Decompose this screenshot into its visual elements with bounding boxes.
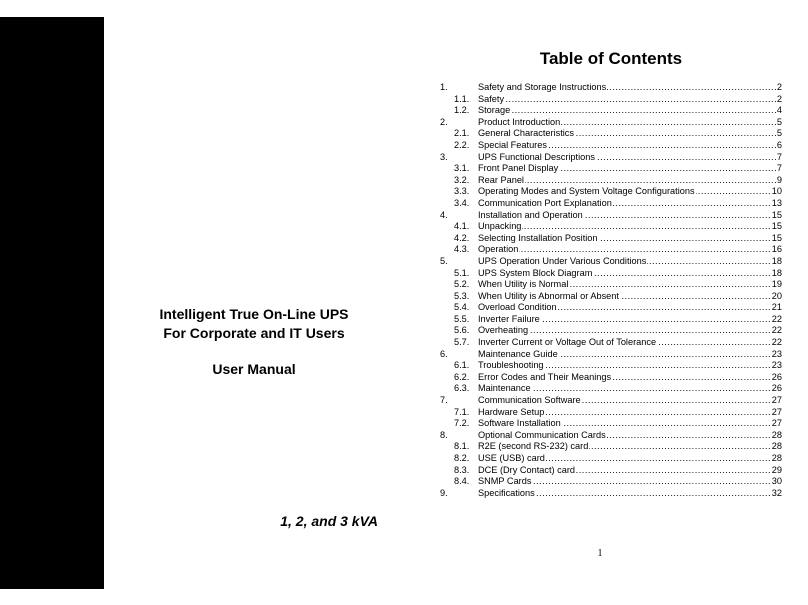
toc-entry[interactable] <box>440 407 782 419</box>
toc-entry-title-text: Communication Software <box>478 395 581 406</box>
toc-entry-title <box>478 407 771 419</box>
toc-entry-title <box>478 244 771 256</box>
toc-entry-title-text: Selecting Installation Position <box>478 232 598 243</box>
toc-entry-title-text: When Utility is Abnormal or Absent <box>478 290 619 301</box>
toc-entry[interactable] <box>440 186 782 198</box>
toc-entry-title-text: Product Introduction <box>478 116 561 127</box>
toc-entry-number: 5.5. <box>454 313 470 324</box>
toc-entry-title <box>478 186 771 198</box>
toc-entry-title <box>478 233 771 245</box>
toc-entry[interactable] <box>440 302 782 314</box>
toc-entry-title-text: Overload Condition <box>478 302 557 313</box>
toc-entry-number: 5.3. <box>454 290 470 301</box>
toc-entry-title-text: Storage <box>478 105 511 116</box>
kva-rating-label: 1, 2, and 3 kVA <box>280 513 378 529</box>
toc-entry-title-text: When Utility is Normal <box>478 279 569 290</box>
toc-entry-title <box>478 488 771 500</box>
toc-entry[interactable] <box>440 105 782 117</box>
toc-entry-title-text: SNMP Cards <box>478 476 532 487</box>
toc-entry[interactable] <box>440 291 782 303</box>
toc-entry-title <box>478 210 771 222</box>
toc-entry[interactable] <box>440 175 782 187</box>
toc-entry-title-text: Error Codes and Their Meanings <box>478 371 612 382</box>
toc-entry-number: 6. <box>440 348 448 359</box>
toc-entry-title-text: USE (USB) card <box>478 453 545 463</box>
toc-entry-number: 1.1. <box>454 93 470 104</box>
toc-entry-title <box>478 268 771 280</box>
toc-entry-title-text: Hardware Setup <box>478 406 545 417</box>
toc-entry[interactable] <box>440 163 782 175</box>
toc-entry-page: 32 <box>771 487 782 498</box>
toc-entry-title <box>478 302 771 314</box>
toc-entry-number: 8.2. <box>454 453 470 463</box>
toc-entry-title <box>478 349 771 361</box>
toc-entry-title <box>478 476 771 488</box>
toc-entry-page: 27 <box>771 406 782 417</box>
toc-entry-title <box>478 383 771 395</box>
toc-entry-page: 18 <box>771 255 782 266</box>
toc-entry-title <box>478 105 776 117</box>
manual-title <box>120 305 388 343</box>
toc-entry[interactable] <box>440 488 782 500</box>
toc-entry-title <box>478 140 776 152</box>
toc-entry-page: 30 <box>771 476 782 487</box>
toc-entry-number: 5.2. <box>454 279 470 290</box>
toc-entry-title-text: Rear Panel <box>478 174 524 185</box>
toc-entry-title <box>478 453 771 465</box>
toc-entry-number: 2.2. <box>454 139 470 150</box>
toc-entry[interactable] <box>440 256 782 268</box>
toc-entry-number: 3. <box>440 151 448 162</box>
toc-entry-title-text: Maintenance Guide <box>478 348 558 359</box>
toc-entry-number: 7.1. <box>454 406 470 417</box>
toc-entry-title-text: General Characteristics <box>478 128 574 139</box>
toc-entry-page: 7 <box>776 151 782 162</box>
toc-entry-number: 9. <box>440 487 448 498</box>
toc-entry-page: 28 <box>771 453 782 463</box>
toc-entry-title <box>478 128 776 140</box>
toc-entry-title <box>478 418 771 430</box>
toc-entry-page: 7 <box>776 163 782 174</box>
toc-entry-title <box>478 325 771 337</box>
toc-entry-page: 18 <box>771 267 782 278</box>
toc-entry-title <box>478 175 776 187</box>
toc-entry-number: 4.1. <box>454 221 470 232</box>
toc-entry-title-text: Inverter Failure <box>478 313 540 324</box>
toc-entry-page: 15 <box>771 209 782 220</box>
toc-entry-page: 21 <box>771 302 782 313</box>
toc-entry-title-text: Communication Port Explanation <box>478 197 612 208</box>
toc-entry-title <box>478 372 771 384</box>
toc-entry-title <box>478 314 771 326</box>
toc-entry-title <box>478 117 776 129</box>
page-number: 1 <box>597 548 603 559</box>
toc-entry-number: 8.4. <box>454 476 470 487</box>
toc-entry-title-text: Front Panel Display <box>478 163 559 174</box>
toc-entry[interactable] <box>440 395 782 407</box>
toc-heading: Table of Contents <box>539 49 683 68</box>
toc-entry[interactable] <box>440 140 782 152</box>
toc-entry-page: 22 <box>771 313 782 324</box>
toc-entry[interactable] <box>440 430 782 442</box>
toc-entry-title-text: Overheating <box>478 325 529 336</box>
toc-entry-number: 4.2. <box>454 232 470 243</box>
toc-entry[interactable] <box>440 441 782 453</box>
toc-entry-page: 15 <box>771 221 782 232</box>
toc-entry-page: 9 <box>776 174 782 185</box>
toc-entry-title-text: Safety and Storage Instructions <box>478 82 607 92</box>
toc-entry[interactable] <box>440 372 782 384</box>
toc-entry-title <box>478 465 771 477</box>
toc-entry-title-text: Operation <box>478 244 519 255</box>
toc-entry-number: 5.1. <box>454 267 470 278</box>
toc-entry-page: 28 <box>771 441 782 452</box>
toc-entry-page: 13 <box>771 197 782 208</box>
toc-entry-page: 6 <box>776 139 782 150</box>
toc-entry-title <box>478 395 771 407</box>
toc-entry-title-text: Troubleshooting <box>478 360 544 371</box>
toc-entry-title-text: Unpacking <box>478 221 522 232</box>
toc-entry-page: 20 <box>771 290 782 301</box>
toc-entry-page: 22 <box>771 337 782 348</box>
toc-entry-page: 23 <box>771 360 782 371</box>
toc-entry-number: 6.3. <box>454 383 470 394</box>
toc-entry-page: 29 <box>771 464 782 475</box>
toc-entry-number: 8.1. <box>454 441 470 452</box>
toc-entry-page: 22 <box>771 325 782 336</box>
toc-entry-number: 4. <box>440 209 448 220</box>
toc-entry-title-text: Special Features <box>478 139 547 150</box>
toc-entry-title-text: R2E (second RS-232) card <box>478 441 589 452</box>
toc-entry-number: 3.1. <box>454 163 470 174</box>
toc-entry-title-text: Specifications <box>478 487 535 498</box>
toc-entry-title <box>478 360 771 372</box>
toc-entry-title <box>478 198 771 210</box>
toc-entry[interactable] <box>440 233 782 245</box>
toc-entry-page: 28 <box>771 429 782 440</box>
toc-entry-title <box>478 221 771 233</box>
toc-entry-title-text: UPS Operation Under Various Conditions <box>478 255 647 266</box>
toc-entry[interactable] <box>440 244 782 256</box>
toc-entry[interactable] <box>440 210 782 222</box>
toc-entry[interactable] <box>440 128 782 140</box>
toc-entry[interactable] <box>440 268 782 280</box>
toc-entry[interactable] <box>440 152 782 164</box>
toc-entry-title-text: UPS System Block Diagram <box>478 267 593 278</box>
toc-entry-number: 6.2. <box>454 371 470 382</box>
toc-entry-page: 5 <box>776 116 782 127</box>
toc-entry-number: 2. <box>440 116 448 127</box>
table-of-contents <box>440 82 782 499</box>
toc-entry-number: 3.2. <box>454 174 470 185</box>
toc-entry-number: 7.2. <box>454 418 470 429</box>
toc-entry-number: 5.6. <box>454 325 470 336</box>
toc-entry-title <box>478 430 771 442</box>
toc-entry-page: 19 <box>771 279 782 290</box>
toc-entry-title-text: Optional Communication Cards <box>478 429 606 440</box>
toc-entry[interactable] <box>440 325 782 337</box>
toc-entry-page: 5 <box>776 128 782 139</box>
toc-entry[interactable] <box>440 360 782 372</box>
toc-entry-title <box>478 279 771 291</box>
toc-entry-page: 27 <box>771 418 782 429</box>
toc-entry[interactable] <box>440 279 782 291</box>
user-manual-label: User Manual <box>212 361 296 377</box>
toc-entry-number: 3.3. <box>454 186 470 197</box>
toc-entry-page: 27 <box>771 395 782 406</box>
toc-entry-title <box>478 94 776 106</box>
toc-entry[interactable] <box>440 418 782 430</box>
toc-entry-page: 16 <box>771 244 782 255</box>
toc-entry-page: 4 <box>776 105 782 116</box>
toc-entry-title-text: UPS Functional Descriptions <box>478 151 595 162</box>
toc-entry[interactable] <box>440 117 782 129</box>
toc-entry-page: 26 <box>771 371 782 382</box>
toc-entry-title-text: Inverter Current or Voltage Out of Tolerance <box>478 337 657 348</box>
toc-entry-number: 5. <box>440 255 448 266</box>
toc-entry-page: 23 <box>771 348 782 359</box>
toc-entry-page: 2 <box>776 93 782 104</box>
toc-entry-number: 4.3. <box>454 244 470 255</box>
toc-entry-title <box>478 163 776 175</box>
toc-entry-title-text: Operating Modes and System Voltage Configurations <box>478 186 695 197</box>
toc-entry[interactable] <box>440 94 782 106</box>
toc-entry-page: 10 <box>771 186 782 197</box>
toc-entry-number: 8. <box>440 429 448 440</box>
toc-entry[interactable] <box>440 383 782 395</box>
toc-entry-number: 5.4. <box>454 302 470 313</box>
toc-entry[interactable] <box>440 453 782 465</box>
toc-entry-title <box>478 82 776 94</box>
toc-entry-number: 2.1. <box>454 128 470 139</box>
toc-entry[interactable] <box>440 476 782 488</box>
black-spine-bar <box>0 17 104 589</box>
toc-entry-number: 1.2. <box>454 105 470 116</box>
toc-entry-page: 26 <box>771 383 782 394</box>
toc-entry-number: 5.7. <box>454 337 470 348</box>
toc-entry-number: 6.1. <box>454 360 470 371</box>
toc-entry-title-text: DCE (Dry Contact) card <box>478 464 575 475</box>
toc-entry[interactable] <box>440 82 782 94</box>
toc-entry-title <box>478 291 771 303</box>
toc-entry-title <box>478 337 771 349</box>
toc-entry-title-text: Installation and Operation <box>478 209 583 220</box>
toc-entry-title <box>478 256 771 268</box>
toc-entry[interactable] <box>440 465 782 477</box>
toc-entry-page: 2 <box>776 82 782 92</box>
toc-entry[interactable] <box>440 221 782 233</box>
toc-entry-number: 3.4. <box>454 197 470 208</box>
toc-entry[interactable] <box>440 198 782 210</box>
toc-entry-title-text: Maintenance <box>478 383 531 394</box>
toc-entry[interactable] <box>440 349 782 361</box>
manual-title-line-2: For Corporate and IT Users <box>163 325 345 341</box>
toc-entry[interactable] <box>440 337 782 349</box>
toc-entry-title <box>478 441 771 453</box>
toc-entry[interactable] <box>440 314 782 326</box>
manual-title-line-1: Intelligent True On-Line UPS <box>159 306 349 322</box>
toc-entry-number: 1. <box>440 82 448 92</box>
toc-entry-title-text: Software Installation <box>478 418 561 429</box>
toc-entry-title-text: Safety <box>478 93 505 104</box>
toc-entry-number: 8.3. <box>454 464 470 475</box>
toc-entry-number: 7. <box>440 395 448 406</box>
toc-entry-page: 15 <box>771 232 782 243</box>
toc-entry-title <box>478 152 776 164</box>
